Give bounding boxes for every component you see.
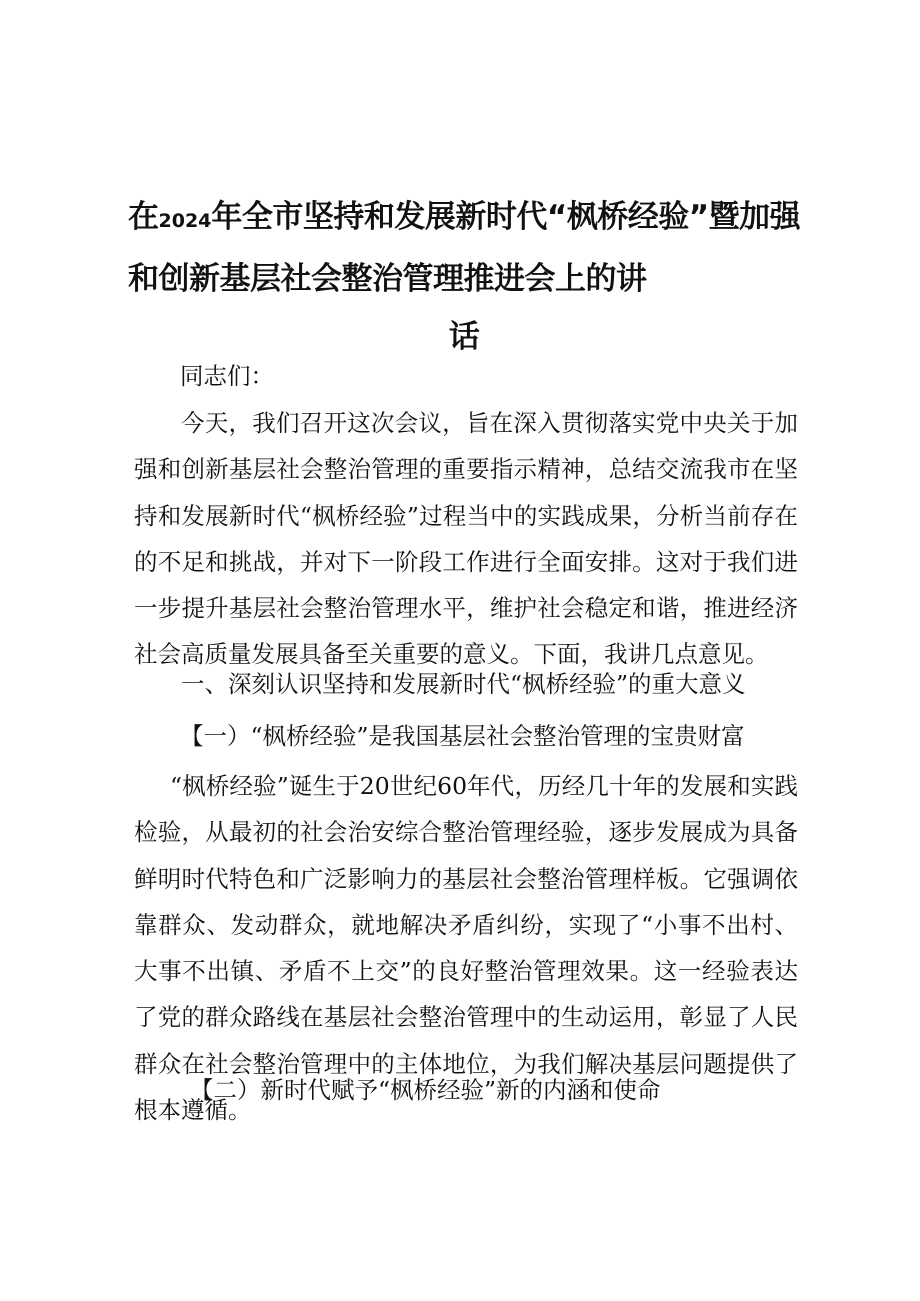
title-line-1 [128,188,800,250]
paragraph-intro: 今天，我们召开这次会议，旨在深入贯彻落实党中央关于加强和创新基层社会整治管理的重要指示精神，总结交流我市在坚持和发展新时代“枫桥经验”过程当中的实践成果，分析当前存在的不足和挑战，并对下一阶段工作进行全面安排。这对于我们进一步提升基层社会整治管理水平，维护社会稳定和谐，推进经济社会高质量发展具备至关重要的意义。下面，我讲几点意见。 [134,409,798,669]
document-title [128,188,800,366]
title-year: 2024 [158,210,212,232]
title-line-1-text: 年全市坚持和发展新时代“枫桥经验”暨加强 [211,199,801,235]
title-line-2: 和创新基层社会整治管理推进会上的讲 [128,261,647,297]
title-line-3: 话 [448,319,480,355]
paragraph-fengqiao: “枫桥经验”诞生于20世纪60年代，历经几十年的发展和实践检验，从最初的社会治安综合整治管理经验，逐步发展成为具备鲜明时代特色和广泛影响力的基层社会整治管理样板。它强调依靠群众、发动群众，就地解决矛盾纠纷，实现了“小事不出村、大事不出镇、矛盾不上交”的良好整治管理效果。这一经验表达了党的群众路线在基层社会整治管理中的生动运用，彰显了人民群众在社会整治管理中的主体地位，为我们解决基层问题提供了根本遵循。 [134,772,798,1125]
section-heading-1: 一、深刻认识坚持和发展新时代“枫桥经验”的重大意义 [181,670,746,698]
title-prefix: 在 [128,199,159,235]
subsection-heading-1: 【一）“枫桥经验”是我国基层社会整治管理的宝贵财富 [180,722,745,750]
salutation: 同志们： [180,362,274,390]
subsection-heading-2: 【二）新时代赋予“枫桥经验”新的内涵和使命 [190,1076,661,1104]
